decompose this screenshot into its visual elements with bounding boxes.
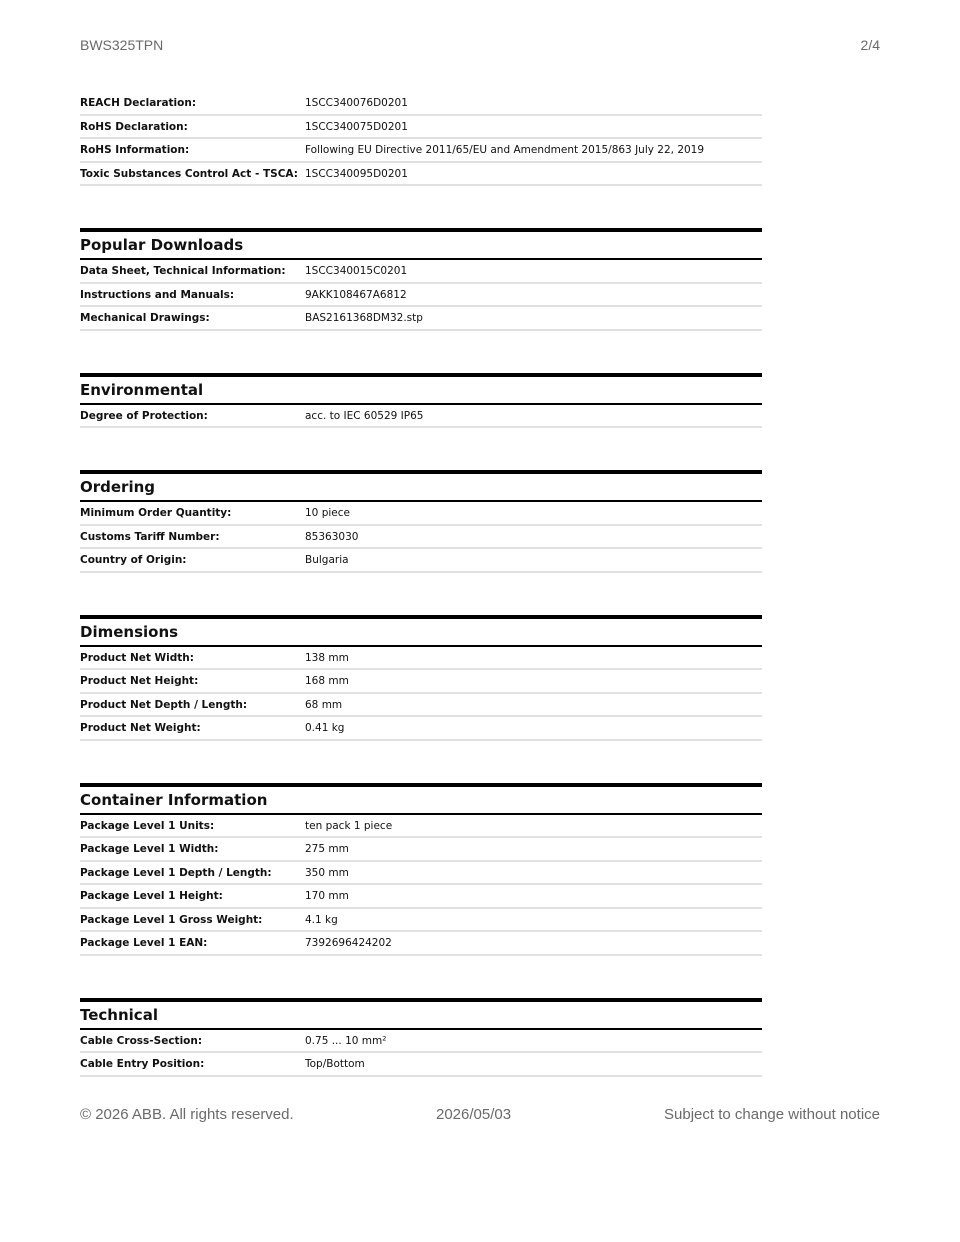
spec-row [80,838,762,862]
spec-value: 10 piece [305,507,350,519]
page-footer [80,1106,880,1126]
spec-label: Degree of Protection: [80,409,208,422]
spec-row [80,862,762,886]
spec-label: Instructions and Manuals: [80,288,235,301]
spec-row [80,139,762,163]
change-notice: Subject to change without notice [664,1106,880,1123]
spec-label: Product Net Height: [80,675,199,687]
popular-downloads-section [80,228,762,331]
spec-value: 0.41 kg [305,722,345,734]
spec-label: Package Level 1 Width: [80,843,219,855]
spec-row [80,647,762,671]
spec-label: Package Level 1 Depth / Length: [80,866,272,879]
spec-row [80,92,762,116]
spec-row [80,405,762,429]
spec-label: Minimum Order Quantity: [80,507,232,519]
spec-row [80,163,762,187]
spec-value: 1SCC340015C0201 [305,265,408,277]
section-title: Environmental [80,373,762,405]
spec-value: Bulgaria [305,554,349,566]
spec-row [80,694,762,718]
section-title: Dimensions [80,615,762,647]
spec-value: 9AKK108467A6812 [305,288,407,301]
container-information-section [80,783,762,956]
spec-value: 4.1 kg [305,913,338,926]
spec-row [80,116,762,140]
spec-content [80,92,762,1077]
section-title: Technical [80,998,762,1030]
spec-label: Customs Tariff Number: [80,530,220,543]
spec-row [80,1053,762,1077]
spec-label: Country of Origin: [80,554,187,566]
spec-row [80,815,762,839]
spec-value: BAS2161368DM32.stp [305,312,423,324]
spec-value: 1SCC340076D0201 [305,97,408,109]
document-date: 2026/05/03 [436,1106,512,1123]
spec-label: Package Level 1 Units: [80,819,215,832]
spec-value: 0.75 ... 10 mm² [305,1034,387,1047]
spec-value: 275 mm [305,843,349,855]
product-code: BWS325TPN [80,37,164,53]
spec-value: Top/Bottom [305,1058,365,1070]
spec-row [80,307,762,331]
spec-label: REACH Declaration: [80,97,197,109]
compliance-section [80,92,762,186]
spec-row [80,260,762,284]
spec-value: Following EU Directive 2011/65/EU and Amendment 2015/863 July 22, 2019 [305,144,705,156]
spec-label: Product Net Weight: [80,722,201,734]
page-number: 2/4 [860,37,880,53]
spec-row [80,909,762,933]
spec-value: ten pack 1 piece [305,819,393,832]
section-title: Ordering [80,470,762,502]
spec-value: 350 mm [305,866,349,879]
spec-value: 68 mm [305,698,343,711]
spec-label: Data Sheet, Technical Information: [80,265,286,277]
spec-label: Package Level 1 Height: [80,890,223,902]
spec-value: 170 mm [305,890,349,902]
spec-label: Mechanical Drawings: [80,312,210,324]
spec-value: 7392696424202 [305,937,392,949]
ordering-section [80,470,762,573]
section-title: Container Information [80,783,762,815]
spec-row [80,502,762,526]
spec-row [80,549,762,573]
spec-label: Product Net Width: [80,651,194,664]
copyright-text: © 2026 ABB. All rights reserved. [80,1106,294,1123]
spec-label: Package Level 1 EAN: [80,937,208,949]
spec-row [80,717,762,741]
spec-label: Cable Entry Position: [80,1058,205,1070]
spec-row [80,1030,762,1054]
spec-label: Product Net Depth / Length: [80,698,248,711]
spec-label: Toxic Substances Control Act - TSCA: [80,167,298,180]
spec-label: RoHS Declaration: [80,120,188,133]
spec-value: 1SCC340075D0201 [305,120,408,133]
section-title: Popular Downloads [80,228,762,260]
dimensions-section [80,615,762,741]
spec-row [80,284,762,308]
environmental-section [80,373,762,429]
spec-value: 85363030 [305,530,359,543]
spec-value: 138 mm [305,651,349,664]
spec-row [80,885,762,909]
technical-section [80,998,762,1077]
spec-value: 168 mm [305,675,349,687]
spec-label: Cable Cross-Section: [80,1034,203,1047]
page-header [80,37,880,57]
spec-row [80,526,762,550]
spec-value: 1SCC340095D0201 [305,167,408,180]
spec-value: acc. to IEC 60529 IP65 [305,409,424,422]
spec-label: Package Level 1 Gross Weight: [80,913,263,926]
spec-row [80,670,762,694]
spec-row [80,932,762,956]
spec-label: RoHS Information: [80,144,190,156]
